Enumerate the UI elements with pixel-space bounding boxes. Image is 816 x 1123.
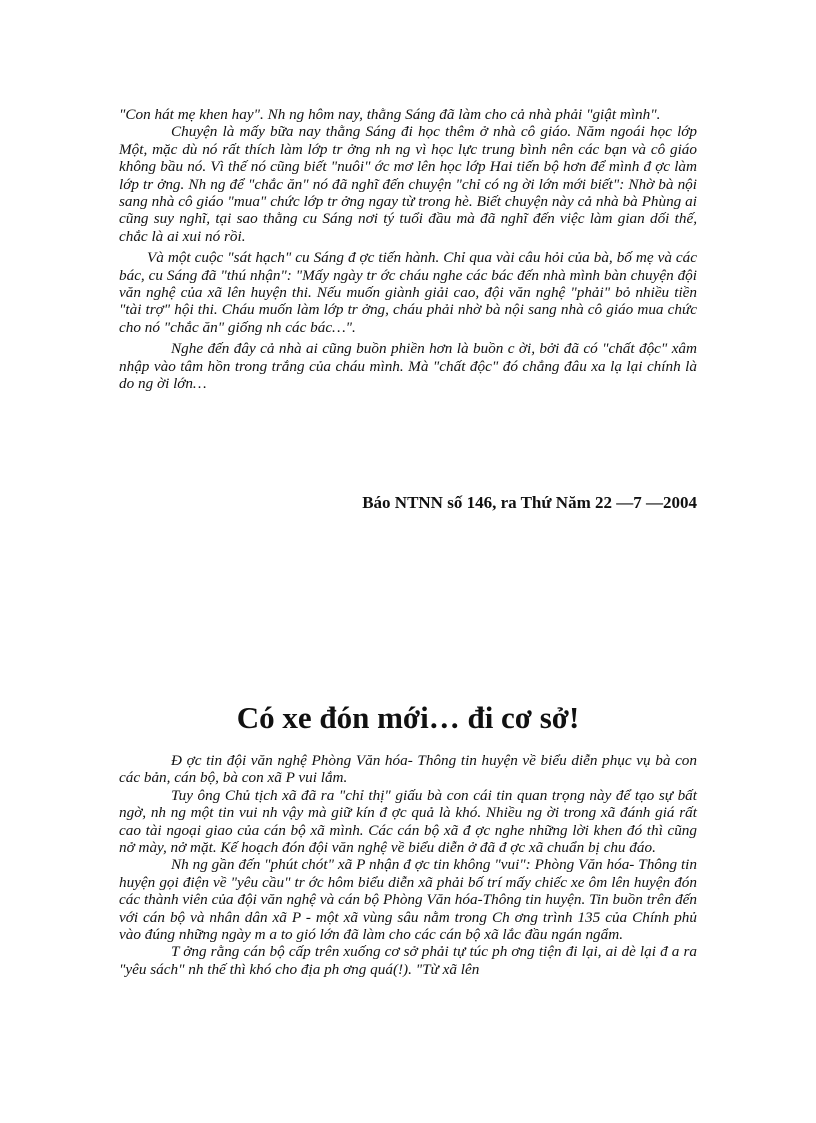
- article-1-paragraph-4: Nghe đến đây cả nhà ai cũng buồn phiền hơn là buồn c ời, bởi đã có "chất độc" xâm nhập vào tâm hồn trong trắng của cháu mình. Mà "chất độc" đó chẳng đâu xa lạ lại chính là do ng ời lớn…: [119, 340, 697, 393]
- article-1-paragraph-2: Chuyện là mấy bữa nay thằng Sáng đi học thêm ở nhà cô giáo. Năm ngoái học lớp Một, mặc dù nó rất thích làm lớp tr ởng nh ng vì học lực trung bình nên các bạn và cô giáo không bầu nó. Vì thế nó cũng biết "nuôi" ớc mơ lên học lớp Hai tiến bộ hơn để mình đ ợc làm lớp tr ởng. Nh ng để "chắc ăn" nó đã nghĩ đến chuyện "chỉ có ng ời lớn mới biết": Nhờ bà nội sang nhà cô giáo "mua" chức lớp tr ởng ngay từ trong hè. Biết chuyện này cả nhà bà Phùng ai cũng suy nghĩ, tại sao thằng cu Sáng nơi tý tuổi đầu mà đã nghĩ đến việc làm gian dối thế, chắc là ai xui nó rồi.: [119, 123, 697, 245]
- article-2-title: Có xe đón mới… đi cơ sở!: [236, 700, 580, 735]
- article-2-paragraph-1: Đ ợc tin đội văn nghệ Phòng Văn hóa- Thông tin huyện về biểu diễn phục vụ bà con các bản, cán bộ, bà con xã P vui lắm.: [119, 752, 697, 787]
- article-2-paragraph-2: Tuy ông Chủ tịch xã đã ra "chỉ thị" giấu bà con cái tin quan trọng này để tạo sự bất ngờ, nh ng một tin vui nh vậy mà giữ kín đ ợc quả là khó. Nhiều ng ời trong xã đánh giá rất cao tài ngoại giao của cán bộ xã mình. Các cán bộ xã đ ợc nghe những lời khen đó thì cũng nở mày, nở mặt. Kế hoạch đón đội văn nghệ về biểu diễn ở đã đ ợc xã chuẩn bị chu đáo.: [119, 786, 697, 857]
- article-2-paragraph-3: Nh ng gần đến "phút chót" xã P nhận đ ợc tin không "vui": Phòng Văn hóa- Thông tin huyện gọi điện về "yêu cầu" tr ớc hôm biểu diễn xã phải bố trí mấy chiếc xe ôm lên huyện đón các thành viên của đội văn nghệ và cán bộ Phòng Văn hóa-Thông tin huyện. Tin buồn trên đến với cán bộ và nhân dân xã P - một xã vùng sâu nằm trong Ch ơng trình 135 của Chính phủ vào đúng những ngày m a to gió lớn đã làm cho các cán bộ xã lắc đầu ngán ngẩm.: [119, 856, 697, 944]
- article-1-source: Báo NTNN số 146, ra Thứ Năm 22 —7 —2004: [362, 493, 697, 512]
- article-1-body: [119, 106, 697, 393]
- article-1-paragraph-1: "Con hát mẹ khen hay". Nh ng hôm nay, thằng Sáng đã làm cho cả nhà phải "giật mình".: [119, 106, 661, 123]
- article-2-body: [119, 752, 697, 978]
- article-1-paragraph-3: Và một cuộc "sát hạch" cu Sáng đ ợc tiến hành. Chỉ qua vài câu hỏi của bà, bố mẹ và các bác, cu Sáng đã "thú nhận": "Mấy ngày tr ớc cháu nghe các bác đến nhà mình bàn chuyện đội văn nghệ của xã lên huyện thi. Nếu muốn giành giải cao, đội văn nghệ "phải" bỏ nhiều tiền "tài trợ" hội thi. Cháu muốn làm lớp tr ởng, cháu phải nhờ bà nội sang nhà cô giáo mua chức cho nó "chắc ăn" giống nh các bác…".: [119, 249, 697, 336]
- article-2-paragraph-4: T ởng rằng cán bộ cấp trên xuống cơ sở phải tự túc ph ơng tiện đi lại, ai dè lại đ a ra "yêu sách" nh thế thì khó cho địa ph ơng quá(!). "Từ xã lên: [119, 943, 697, 978]
